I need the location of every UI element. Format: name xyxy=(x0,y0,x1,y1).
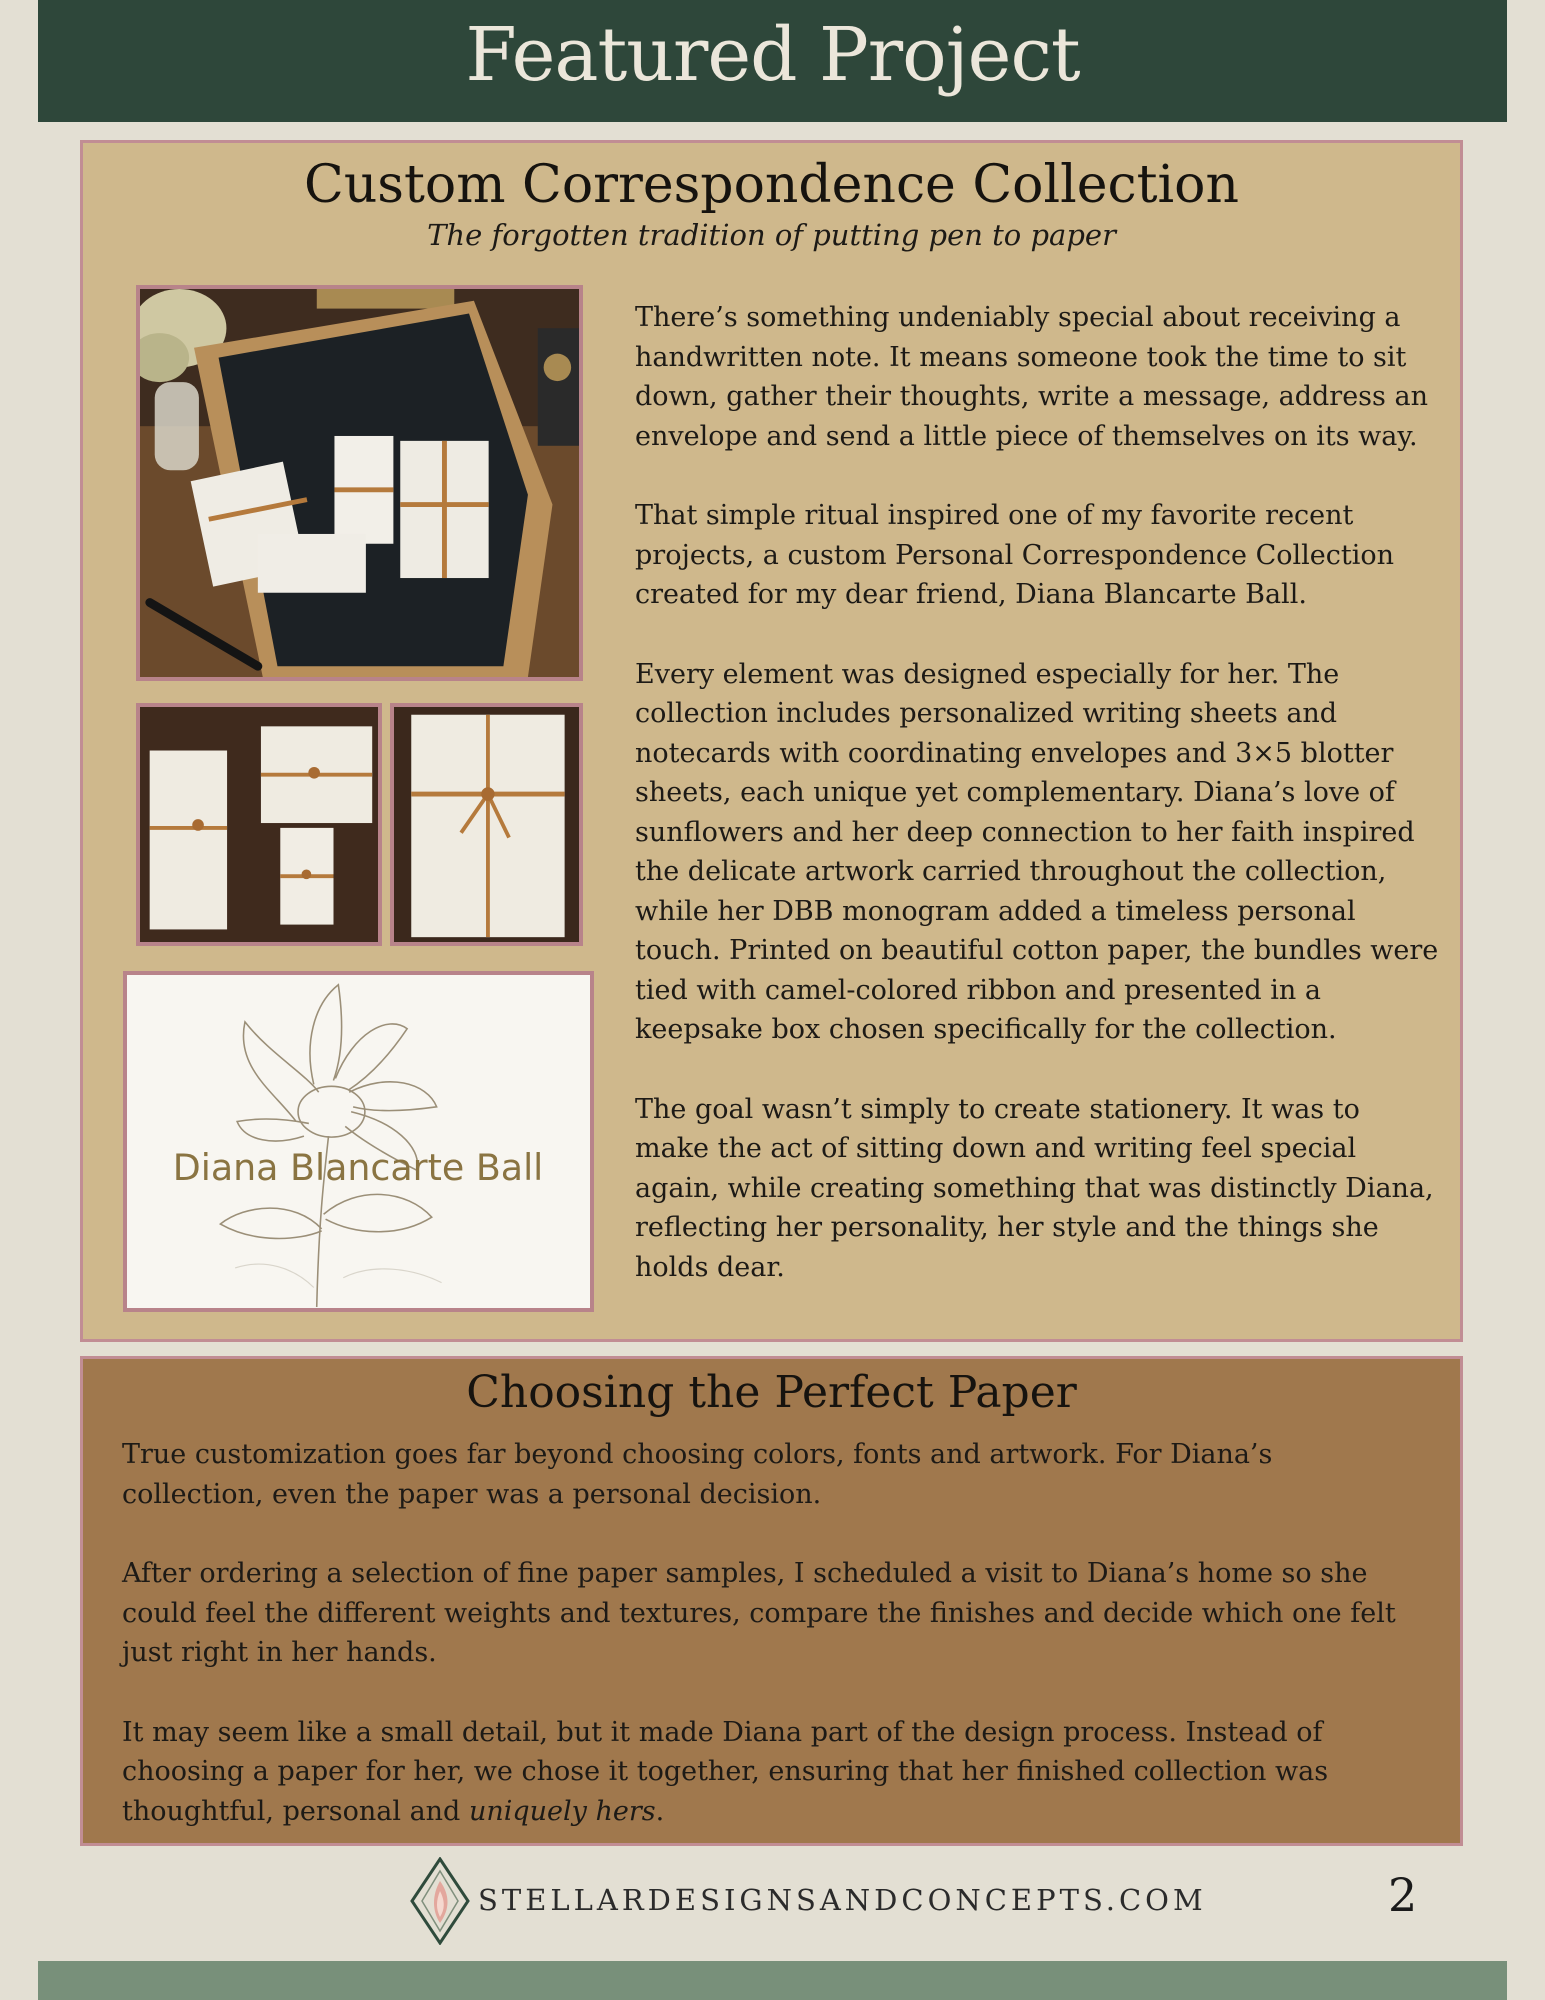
feature-title: Custom Correspondence Collection xyxy=(304,155,1239,215)
feature-paragraph: There’s something undeniably special about receiving a handwritten note. It means someone took the time to sit down, gather their thoughts, write a message, address an envelope and send a little piece of themselves on its way. xyxy=(635,302,1428,452)
paper-paragraph-final xyxy=(122,1713,1422,1832)
feature-body xyxy=(635,298,1440,1327)
paper-paragraph: True customization goes far beyond choosing colors, fonts and artwork. For Diana’s collection, even the paper was a personal decision. xyxy=(122,1439,1273,1510)
sunflower-artwork xyxy=(123,971,594,1312)
website-url[interactable]: STELLARDESIGNSANDCONCEPTS.COM xyxy=(478,1883,1207,1917)
writing-sheets-photo xyxy=(390,703,583,946)
featured-project-panel xyxy=(80,140,1463,1342)
diamond-logo-icon xyxy=(410,1857,470,1945)
keepsake-box-photo xyxy=(136,285,583,681)
paper-body xyxy=(122,1435,1422,1871)
paper-section-title: Choosing the Perfect Paper xyxy=(466,1367,1077,1418)
artwork-name: Diana Blancarte Ball xyxy=(172,1146,544,1190)
page-number: 2 xyxy=(1388,1868,1418,1922)
feature-subtitle: The forgotten tradition of putting pen to paper xyxy=(427,218,1116,252)
page-title: Featured Project xyxy=(465,12,1080,98)
footer-bar xyxy=(38,1961,1507,2000)
feature-paragraph: Every element was designed especially for her. The collection includes personalized writing sheets and notecards with coordinating envelopes and 3×5 blotter sheets, each unique yet complementary. Diana’s love of sunflowers and her deep connection to her faith inspired the delicate artwork carried throughout the collection, while her DBB monogram added a timeless personal touch. Printed on beautiful cotton paper, the bundles were tied with camel-colored ribbon and presented in a keepsake box chosen specifically for the collection. xyxy=(635,658,1439,1045)
paper-emphasis: uniquely hers xyxy=(468,1795,656,1827)
feature-paragraph: The goal wasn’t simply to create stationery. It was to make the act of sitting down and writing feel special again, while creating something that was distinctly Diana, reflecting her personality, her style and the things she holds dear. xyxy=(635,1093,1434,1283)
paper-paragraph: After ordering a selection of fine paper samples, I scheduled a visit to Diana’s home so she could feel the different weights and textures, compare the finishes and decide which one felt just right in her hands. xyxy=(122,1558,1396,1668)
feature-paragraph: That simple ritual inspired one of my favorite recent projects, a custom Personal Correspondence Collection created for my dear friend, Diana Blancarte Ball. xyxy=(635,500,1395,610)
paper-paragraph-end: . xyxy=(655,1795,665,1827)
header-bar xyxy=(38,0,1507,122)
paper-paragraph-lead: It may seem like a small detail, but it made Diana part of the design process. Instead of choosing a paper for her, we chose it together, ensuring that her finished collection was thoughtful, personal and xyxy=(122,1716,1329,1827)
stationery-bundles-photo xyxy=(136,703,382,946)
choosing-paper-panel xyxy=(80,1356,1463,1846)
